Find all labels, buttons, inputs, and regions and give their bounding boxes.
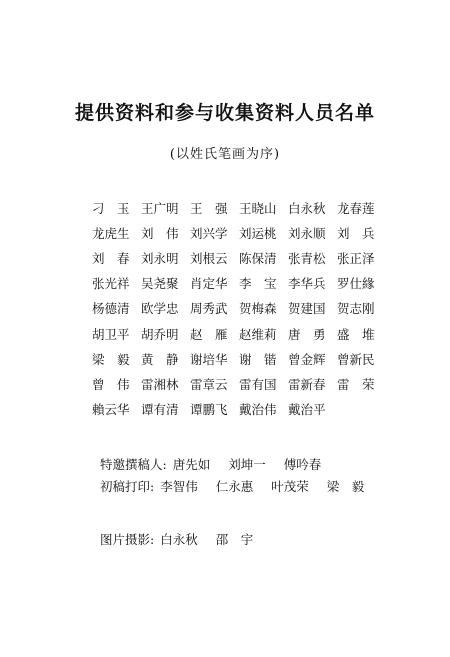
credit-person: 邵 宇: [215, 532, 254, 547]
name-entry: 賴云华: [92, 402, 130, 418]
credit-person: 唐先如: [172, 457, 211, 472]
name-entry: 胡卫平: [92, 326, 130, 342]
name-entry: 龙春莲: [337, 200, 375, 216]
name-entry: 谢 锴: [239, 351, 277, 367]
name-entry: 曾新民: [337, 351, 375, 367]
name-row: [92, 296, 392, 321]
credit-person: 傅吟春: [283, 457, 322, 472]
page-subtitle: (以姓氏笔画为序): [169, 147, 281, 162]
name-entry: 刘永顺: [288, 225, 326, 241]
name-entry: 雷有国: [239, 376, 277, 392]
name-entry: 唐 勇: [288, 326, 326, 342]
name-entry: 谢培华: [190, 351, 228, 367]
credit-person: 叶茂荣: [271, 479, 309, 494]
name-entry: 雷新春: [288, 376, 326, 392]
name-entry: 刘 伟: [141, 225, 179, 241]
name-entry: 杨德清: [92, 301, 130, 317]
name-entry: 罗仕緣: [337, 276, 375, 292]
credit-label: 图片摄影:: [100, 532, 155, 547]
credit-special-writers: [100, 455, 335, 473]
credit-label: 特邀撰稿人:: [100, 457, 167, 472]
name-entry: 李华兵: [288, 276, 326, 292]
name-entry: 刘兴学: [190, 225, 228, 241]
credit-photography: [100, 530, 267, 548]
name-entry: 贺梅森: [239, 301, 277, 317]
credit-person: 梁 毅: [326, 479, 365, 494]
name-entry: 张青松: [288, 250, 326, 266]
name-entry: 刘运桃: [239, 225, 277, 241]
credit-person: 李智伟: [160, 479, 198, 494]
name-entry: 梁 毅: [92, 351, 130, 367]
name-entry: 胡乔明: [141, 326, 179, 342]
page-title: 提供资料和参与收集资料人员名单: [74, 102, 375, 124]
name-entry: 曾 伟: [92, 376, 130, 392]
name-entry: 刘永明: [141, 250, 179, 266]
name-row: [92, 346, 392, 371]
name-entry: 黄 静: [141, 351, 179, 367]
name-entry: 曾金辉: [288, 351, 326, 367]
name-entry: 欧学忠: [141, 301, 179, 317]
name-entry: 王晓山: [239, 200, 277, 216]
name-entry: 李 宝: [239, 276, 277, 292]
name-entry: 雷章云: [190, 376, 228, 392]
name-entry: 刁 玉: [92, 200, 130, 216]
name-entry: 谭有清: [141, 402, 179, 418]
name-entry: 刘 春: [92, 250, 130, 266]
name-entry: 赵维莉: [239, 326, 277, 342]
name-entry: 刘根云: [190, 250, 228, 266]
credit-person: 白永秋: [160, 532, 198, 547]
name-entry: 王 强: [190, 200, 228, 216]
names-list: [92, 195, 392, 422]
name-entry: 贺建国: [288, 301, 326, 317]
name-row: [92, 321, 392, 346]
name-row: [92, 245, 392, 270]
name-entry: 戴治伟: [239, 402, 277, 418]
name-entry: 吴尧聚: [141, 276, 179, 292]
name-row: [92, 371, 392, 396]
name-entry: 盛 堆: [337, 326, 375, 342]
name-entry: 雷湘林: [141, 376, 179, 392]
credit-person: 刘坤一: [228, 457, 266, 472]
name-entry: 张光祥: [92, 276, 130, 292]
name-entry: 赵 雁: [190, 326, 228, 342]
name-entry: 雷 荣: [337, 376, 375, 392]
name-row: [92, 397, 392, 422]
name-entry: 刘 兵: [337, 225, 375, 241]
name-entry: 戴治平: [288, 402, 326, 418]
credit-person: 仁永惠: [215, 479, 254, 494]
name-row: [92, 195, 392, 220]
name-entry: 张正泽: [337, 250, 375, 266]
name-entry: 龙虎生: [92, 225, 130, 241]
name-entry: 谭鹏飞: [190, 402, 228, 418]
name-row: [92, 271, 392, 296]
name-entry: 陈保清: [239, 250, 277, 266]
credit-label: 初稿打印:: [100, 479, 155, 494]
credit-typing: [100, 477, 378, 495]
name-entry: 周秀武: [190, 301, 228, 317]
name-entry: 贺志刚: [337, 301, 375, 317]
name-entry: 王广明: [141, 200, 179, 216]
name-row: [92, 220, 392, 245]
name-entry: 肖定华: [190, 276, 228, 292]
name-entry: 白永秋: [288, 200, 326, 216]
